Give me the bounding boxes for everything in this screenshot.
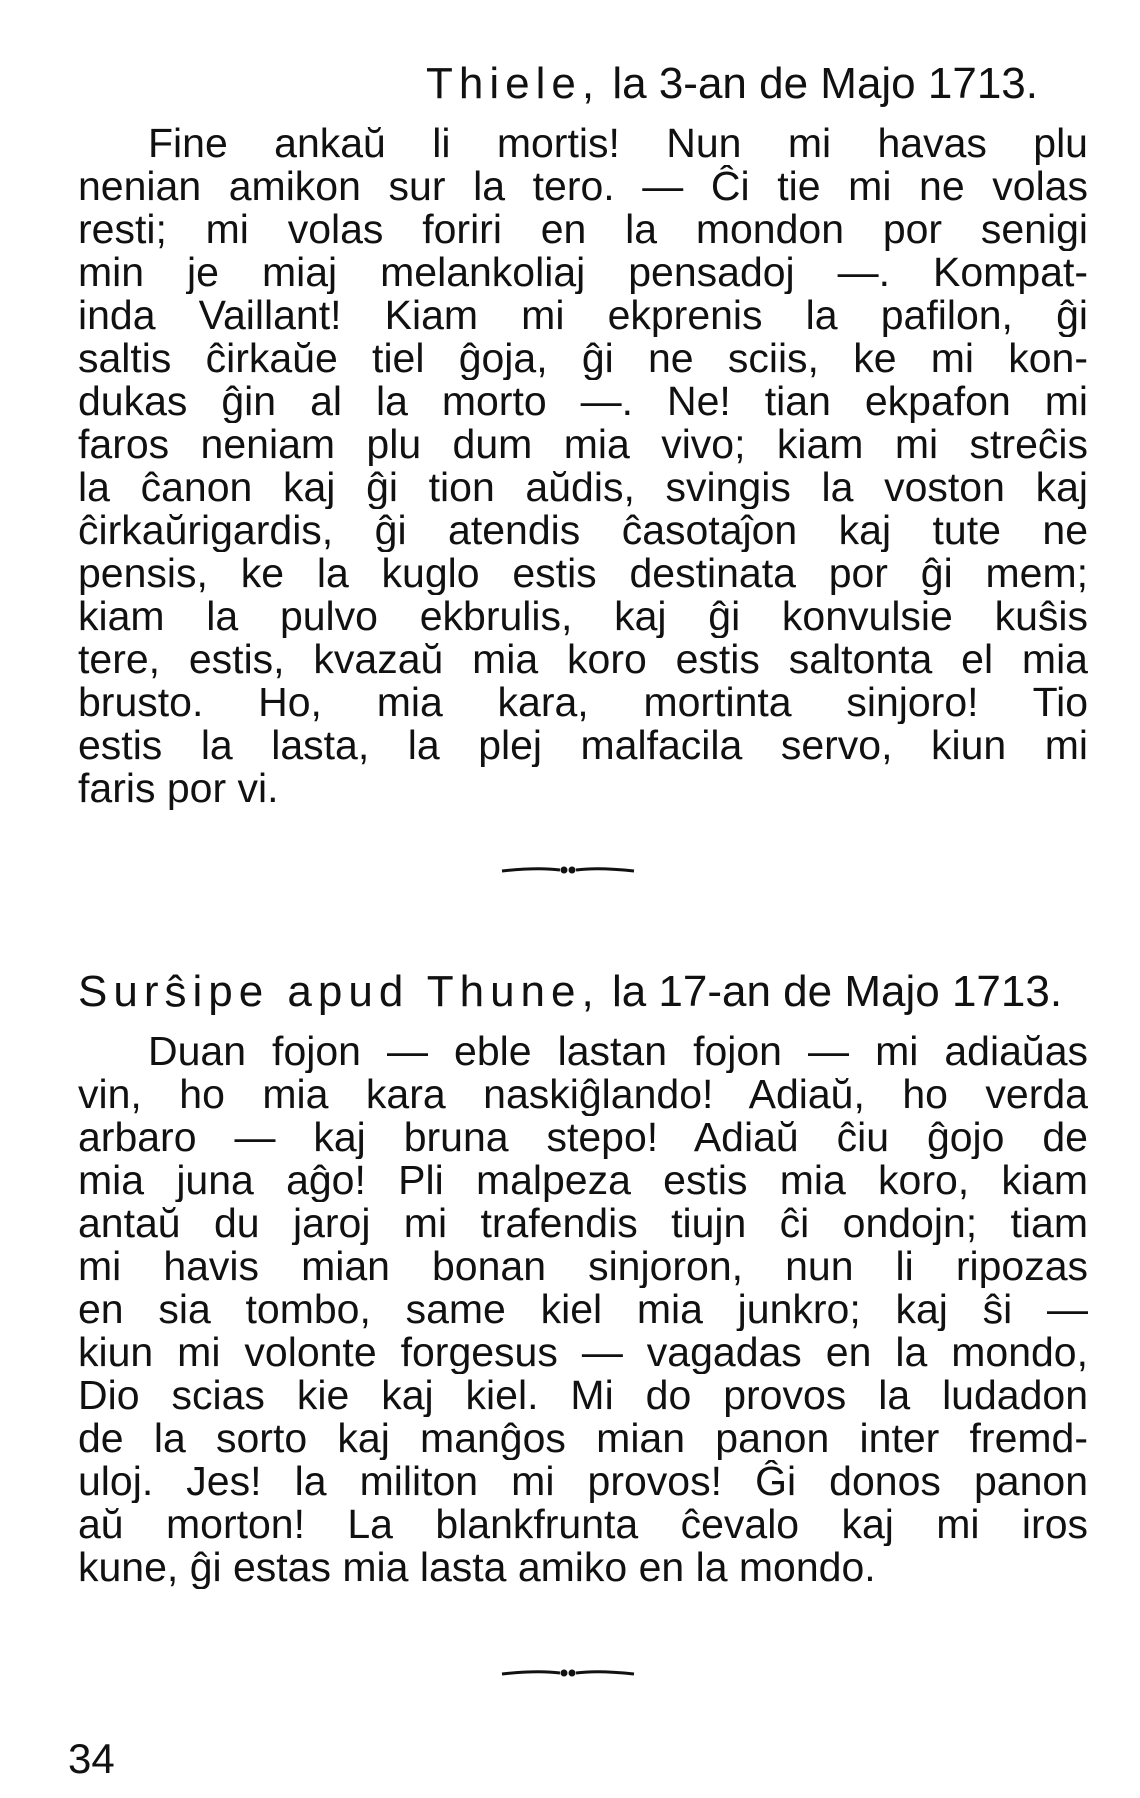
entry-place: Surŝipe apud Thune, [78, 967, 600, 1016]
text-line: saltis ĉirkaŭe tiel ĝoja, ĝi ne sciis, ke mi kon- [78, 337, 1088, 380]
section-ornament-icon [498, 1663, 638, 1683]
entry-body [78, 122, 1088, 810]
text-line: brusto. Ho, mia kara, mortinta sinjoro! Tio [78, 681, 1088, 724]
entry-place: Thiele, [426, 59, 601, 108]
text-line: kune, ĝi estas mia lasta amiko en la mondo. [78, 1546, 876, 1589]
text-line: de la sorto kaj manĝos mian panon inter fremd- [78, 1417, 1088, 1460]
text-line: Dio scias kie kaj kiel. Mi do provos la ludadon [78, 1374, 1088, 1417]
entry-date: la 17-an de Majo 1713. [611, 967, 1063, 1016]
text-line: Fine ankaŭ li mortis! Nun mi havas plu [148, 122, 1088, 165]
text-line: tere, estis, kvazaŭ mia koro estis saltonta el mia [78, 638, 1088, 681]
entry-body [78, 1030, 1088, 1589]
section-ornament-icon [498, 860, 638, 880]
text-line: nenian amikon sur la tero. — Ĉi tie mi ne volas [78, 165, 1088, 208]
entry-dateline [78, 966, 1088, 1018]
text-line: dukas ĝin al la morto —. Ne! tian ekpafon mi [78, 380, 1088, 423]
page-number: 34 [68, 1735, 115, 1782]
text-line: vin, ho mia kara naskiĝlando! Adiaŭ, ho verda [78, 1073, 1088, 1116]
text-line: kiun mi volonte forgesus — vagadas en la mondo, [78, 1331, 1088, 1374]
entry-dateline [78, 58, 1038, 110]
text-line: faros neniam plu dum mia vivo; kiam mi streĉis [78, 423, 1088, 466]
text-line: antaŭ du jaroj mi trafendis tiujn ĉi ondojn; tiam [78, 1202, 1088, 1245]
text-line: min je miaj melankoliaj pensadoj —. Kompat- [78, 251, 1088, 294]
text-line: en sia tombo, same kiel mia junkro; kaj ŝi — [78, 1288, 1088, 1331]
text-line: uloj. Jes! la militon mi provos! Ĝi donos panon [78, 1460, 1088, 1503]
text-line: aŭ morton! La blankfrunta ĉevalo kaj mi iros [78, 1503, 1088, 1546]
text-line: kiam la pulvo ekbrulis, kaj ĝi konvulsie kuŝis [78, 595, 1088, 638]
text-line: mia juna aĝo! Pli malpeza estis mia koro, kiam [78, 1159, 1088, 1202]
entry-date: la 3-an de Majo 1713. [612, 59, 1038, 108]
text-line: inda Vaillant! Kiam mi ekprenis la pafilon, ĝi [78, 294, 1088, 337]
text-line: arbaro — kaj bruna stepo! Adiaŭ ĉiu ĝojo de [78, 1116, 1088, 1159]
text-line: pensis, ke la kuglo estis destinata por ĝi mem; [78, 552, 1088, 595]
text-line: mi havis mian bonan sinjoron, nun li ripozas [78, 1245, 1088, 1288]
text-line: ĉirkaŭrigardis, ĝi atendis ĉasotaĵon kaj tute ne [78, 509, 1088, 552]
text-line: la ĉanon kaj ĝi tion aŭdis, svingis la voston kaj [78, 466, 1088, 509]
text-line: faris por vi. [78, 767, 279, 810]
text-line: estis la lasta, la plej malfacila servo, kiun mi [78, 724, 1088, 767]
text-line: resti; mi volas foriri en la mondon por senigi [78, 208, 1088, 251]
text-line: Duan fojon — eble lastan fojon — mi adiaŭas [148, 1030, 1088, 1073]
